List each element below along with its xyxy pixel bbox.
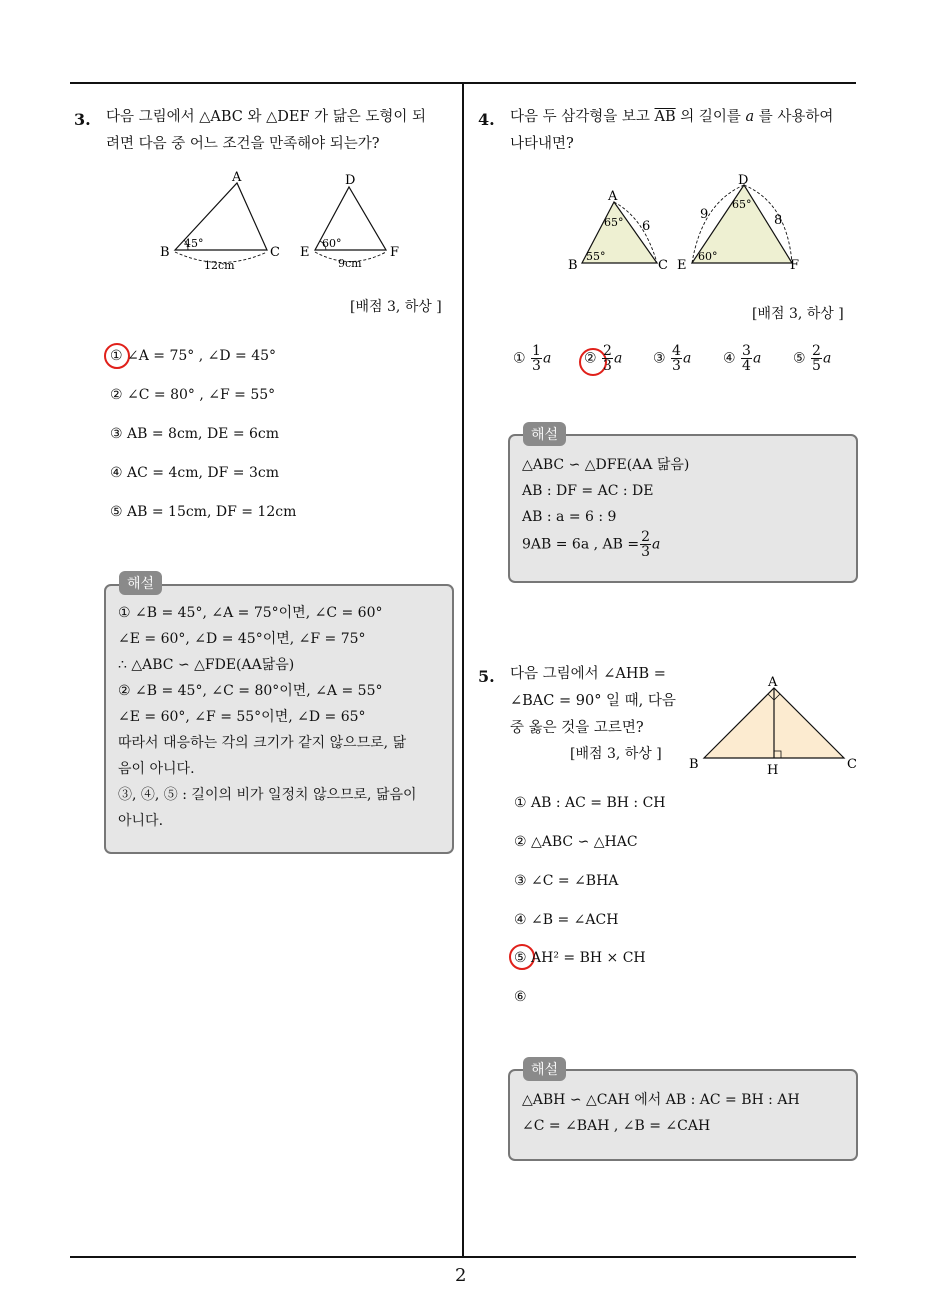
q5-label-A: A: [768, 675, 778, 690]
q5-option-5[interactable]: ⑤ AH² = BH × CH: [514, 950, 646, 966]
q3-option-3[interactable]: ③ AB = 8cm, DE = 6cm: [110, 426, 280, 442]
q4-angle-E: 60°: [698, 250, 718, 263]
q3-score: [배점 3, 하상 ]: [350, 299, 442, 315]
q3-option-2[interactable]: ② ∠C = 80° , ∠F = 55°: [110, 387, 276, 403]
q4-length-AC: 6: [642, 219, 651, 234]
q4-angle-A: 65°: [604, 216, 624, 229]
q3-sol-line: 따라서 대응하는 각의 크기가 같지 않으므로, 닮: [118, 735, 407, 751]
q3-label-F: F: [390, 245, 400, 260]
q4-option-2[interactable]: ② $\frac{2}{3}$ a: [584, 343, 623, 374]
q4-option-4[interactable]: ④ $\frac{3}{4}$ a: [723, 343, 762, 374]
q3-length-BC: 12cm: [204, 259, 235, 272]
q4-label-D: D: [738, 173, 749, 188]
q5-option-1[interactable]: ① AB : AC = BH : CH: [514, 795, 666, 811]
q3-sol-line: ∴ △ABC ∽ △FDE(AA닮음): [118, 657, 295, 673]
q3-text-line2: 려면 다음 중 어느 조건을 만족해야 되는가?: [106, 136, 380, 152]
q3-option-5[interactable]: ⑤ AB = 15cm, DF = 12cm: [110, 504, 297, 520]
q4-sol-line2: AB : DF = AC : DE: [522, 483, 654, 499]
q5-sol-line1: △ABH ∽ △CAH 에서 AB : AC = BH : AH: [522, 1092, 800, 1108]
q5-option-6[interactable]: ⑥: [514, 989, 527, 1005]
q3-option-4[interactable]: ④ AC = 4cm, DF = 3cm: [110, 465, 279, 481]
q3-sol-line: ② ∠B = 45°, ∠C = 80°이면, ∠A = 55°: [118, 683, 383, 699]
page-number: 2: [455, 1265, 467, 1286]
q4-option-3[interactable]: ③ $\frac{4}{3}$ a: [653, 343, 692, 374]
q3-text-line1: 다음 그림에서 △ABC 와 △DEF 가 닮은 도형이 되: [106, 109, 427, 125]
q3-label-D: D: [345, 173, 356, 188]
q3-number: 3.: [74, 110, 91, 129]
q4-sol-line4: 9AB = 6a , AB = $\frac{2}{3}$ a: [522, 529, 661, 560]
q3-sol-line: ③, ④, ⑤ : 길이의 비가 일정치 않으므로, 닮음이: [118, 787, 417, 803]
q4-angle-D: 65°: [732, 198, 752, 211]
q3-solution-tag: 해설: [119, 571, 162, 595]
q3-label-A: A: [232, 170, 242, 185]
q4-label-E: E: [677, 258, 687, 273]
q5-label-H: H: [767, 763, 779, 778]
q3-sol-line: ① ∠B = 45°, ∠A = 75°이면, ∠C = 60°: [118, 605, 383, 621]
q4-option-5[interactable]: ⑤ $\frac{2}{5}$ a: [793, 343, 832, 374]
q4-solution-text: [522, 452, 846, 559]
q5-sol-line2: ∠C = ∠BAH , ∠B = ∠CAH: [522, 1118, 711, 1134]
q4-text-line1: 다음 두 삼각형을 보고 $\overline{AB}$ 의 길이를 a 를 사용하여: [510, 109, 834, 125]
q4-angle-B: 55°: [586, 250, 606, 263]
q3-sol-line: ∠E = 60°, ∠D = 45°이면, ∠F = 75°: [118, 631, 366, 647]
q5-text-line3: 중 옳은 것을 고르면?: [510, 720, 644, 736]
q4-figure: [562, 168, 812, 278]
q5-figure: [684, 670, 864, 780]
q4-label-B: B: [568, 258, 578, 273]
q4-sol-line1: △ABC ∽ △DFE(AA 닮음): [522, 457, 690, 473]
q5-label-B: B: [689, 757, 699, 772]
q4-sol-line3: AB : a = 6 : 9: [522, 509, 617, 525]
q4-label-A: A: [608, 189, 618, 204]
column-divider: [462, 84, 464, 1257]
q3-figure: [150, 165, 410, 275]
q3-solution-text: [118, 600, 442, 834]
q3-label-B: B: [160, 245, 170, 260]
q5-option-4[interactable]: ④ ∠B = ∠ACH: [514, 912, 619, 928]
q4-option-1[interactable]: ① $\frac{1}{3}$ a: [513, 343, 552, 374]
q5-score: [배점 3, 하상 ]: [570, 746, 662, 762]
bottom-rule: [70, 1256, 856, 1258]
q4-label-C: C: [658, 258, 668, 273]
q4-text-line2: 나타내면?: [510, 136, 574, 152]
q3-length-EF: 9cm: [338, 257, 362, 270]
q3-label-C: C: [270, 245, 280, 260]
q3-option-1[interactable]: ① ∠A = 75° , ∠D = 45°: [110, 348, 277, 364]
q5-label-C: C: [847, 757, 857, 772]
q4-number: 4.: [478, 110, 495, 129]
q4-length-DE: 9: [700, 207, 709, 222]
q3-sol-line: 음이 아니다.: [118, 761, 195, 777]
q3-sol-line: 아니다.: [118, 813, 164, 829]
q4-score: [배점 3, 하상 ]: [752, 306, 844, 322]
q3-angle-B: 45°: [184, 237, 204, 250]
q4-solution-tag: 해설: [523, 422, 566, 446]
q5-option-3[interactable]: ③ ∠C = ∠BHA: [514, 873, 619, 889]
q5-solution-text: [522, 1087, 846, 1139]
q4-label-F: F: [790, 258, 800, 273]
q3-angle-E: 60°: [322, 237, 342, 250]
q5-text-line1: 다음 그림에서 ∠AHB =: [510, 666, 666, 682]
q5-text-line2: ∠BAC = 90° 일 때, 다음: [510, 693, 676, 709]
q4-length-DF: 8: [774, 213, 783, 228]
q5-solution-tag: 해설: [523, 1057, 566, 1081]
q5-option-2[interactable]: ② △ABC ∽ △HAC: [514, 834, 638, 850]
q3-sol-line: ∠E = 60°, ∠F = 55°이면, ∠D = 65°: [118, 709, 366, 725]
q3-label-E: E: [300, 245, 310, 260]
q5-number: 5.: [478, 667, 495, 686]
